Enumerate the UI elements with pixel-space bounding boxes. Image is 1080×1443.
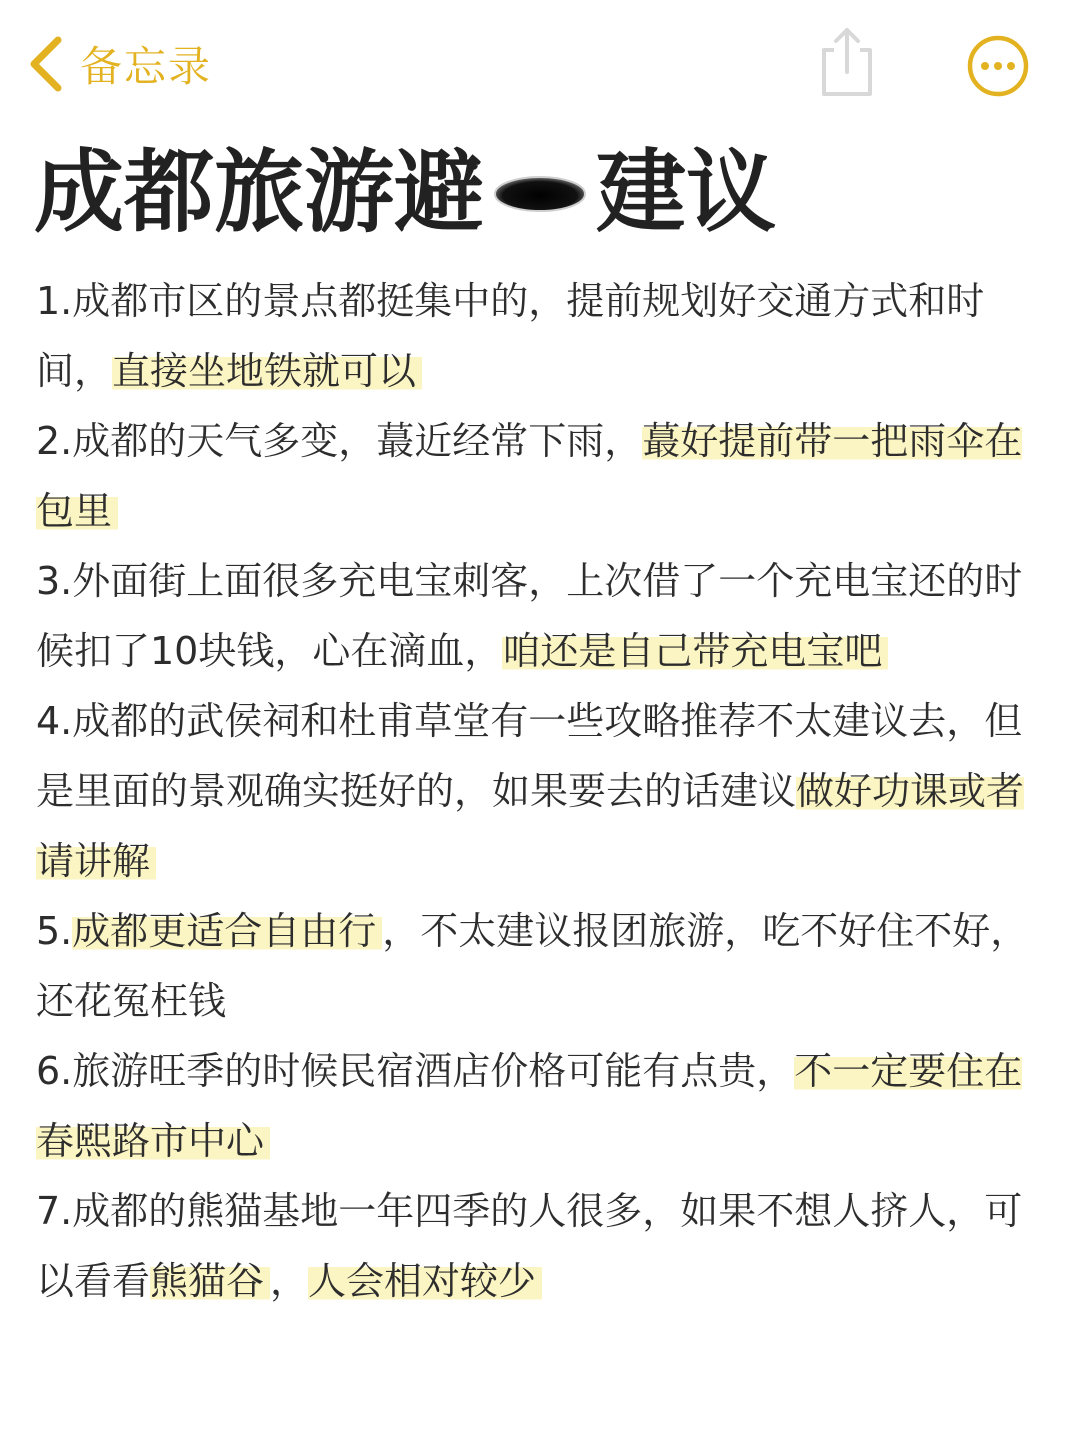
- list-item: [36, 266, 1056, 406]
- item-highlight: 做好功课或者请讲解: [36, 769, 1025, 883]
- list-item: [36, 406, 1056, 546]
- note-body: [36, 266, 1056, 1316]
- item-text: 5.: [36, 909, 73, 953]
- item-highlight: 直接坐地铁就可以: [112, 349, 422, 393]
- share-icon[interactable]: [812, 24, 882, 100]
- top-bar: [0, 0, 1080, 128]
- list-item: [36, 896, 1056, 1036]
- title-text-1: 成都旅游避: [34, 140, 484, 245]
- item-highlight: 人会相对较少: [308, 1259, 542, 1303]
- hole-icon: [492, 169, 588, 215]
- list-item: [36, 1176, 1056, 1316]
- chevron-left-icon: [22, 32, 76, 96]
- item-text: 3.外面街上面很多充电宝刺客，上次借了一个充电宝还的时候扣了10块钱，心在滴血，: [36, 559, 1023, 673]
- list-item: [36, 546, 1056, 686]
- list-item: [36, 686, 1056, 896]
- item-text: ，: [270, 1259, 309, 1303]
- item-text: 4.成都的武侯祠和杜甫草堂有一些攻略推荐不太建议去，但是里面的景观确实挺好的，如果要去的话建议: [36, 699, 1023, 813]
- more-icon[interactable]: [966, 34, 1030, 98]
- item-text: 1.成都市区的景点都挺集中的，提前规划好交通方式和时间，: [36, 279, 985, 393]
- back-button[interactable]: [22, 32, 212, 96]
- note-title: [34, 128, 776, 245]
- item-text: 6.旅游旺季的时候民宿酒店价格可能有点贵，: [36, 1049, 795, 1093]
- item-text: 2.成都的天气多变，蕞近经常下雨，: [36, 419, 643, 463]
- item-highlight: 蕞好提前带一把雨伞在包里: [36, 419, 1023, 533]
- item-text: 7.成都的熊猫基地一年四季的人很多，如果不想人挤人，可以看看: [36, 1189, 1023, 1303]
- back-label: 备忘录: [80, 42, 213, 91]
- item-highlight: 不一定要住在春熙路市中心: [36, 1049, 1023, 1163]
- item-highlight: 熊猫谷: [150, 1259, 270, 1303]
- item-highlight: 咱还是自己带充电宝吧: [502, 629, 888, 673]
- title-text-2: 建议: [596, 140, 776, 245]
- list-item: [36, 1036, 1056, 1176]
- item-text: ，不太建议报团旅游，吃不好住不好，还花冤枉钱: [36, 909, 1029, 1023]
- item-highlight: 成都更适合自由行: [72, 909, 382, 953]
